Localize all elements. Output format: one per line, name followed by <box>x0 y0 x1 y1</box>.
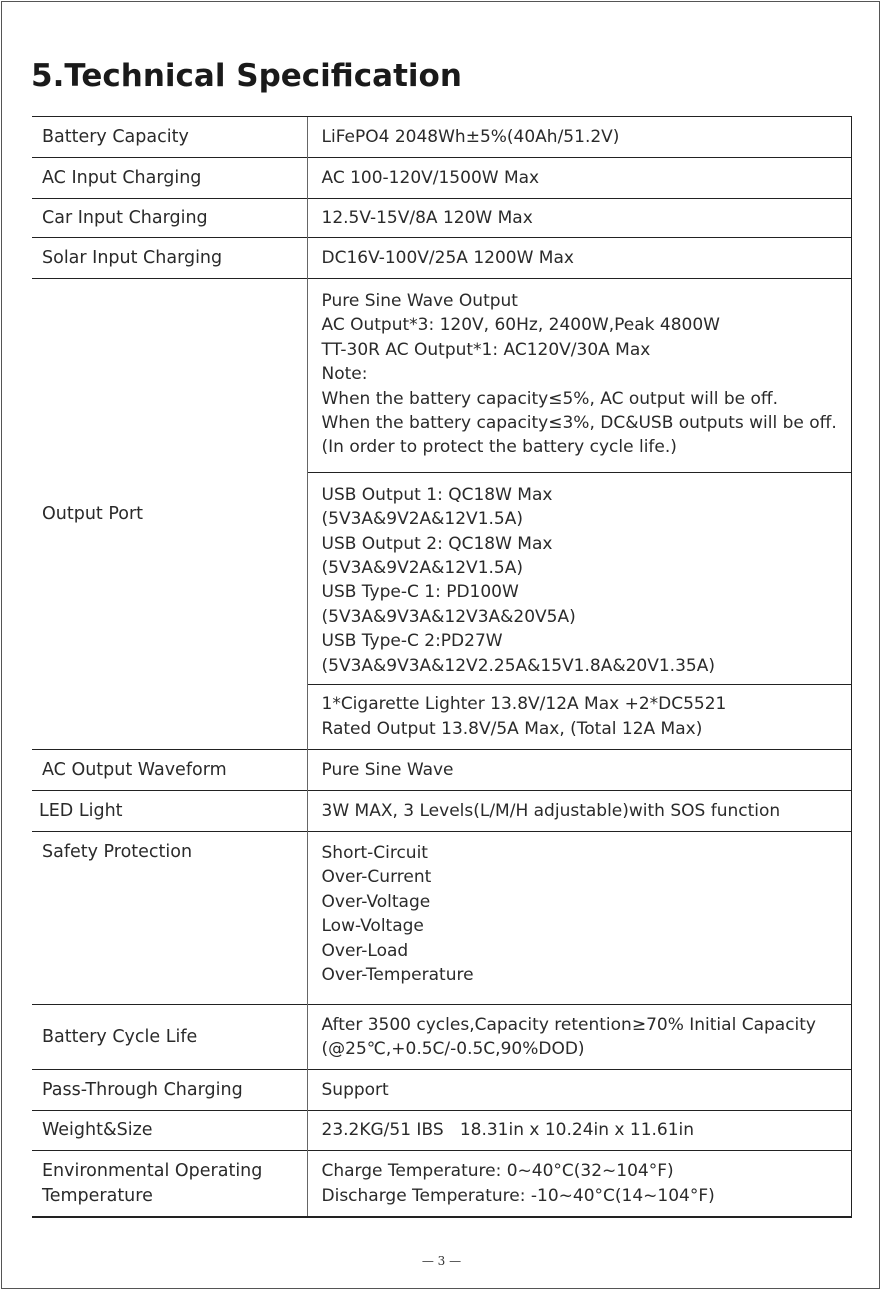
usb-output-line: (5V3A&9V3A&12V2.25A&15V1.8A&20V1.35A) <box>321 655 715 676</box>
page-title: 5.Technical Specification <box>31 58 462 94</box>
weight-size-label: Weight&Size <box>32 1110 307 1150</box>
led-light-label: LED Light <box>32 790 307 831</box>
usb-output-block <box>308 472 851 684</box>
ac-output-line: When the battery capacity≤5%, AC output will be off. <box>321 388 778 409</box>
row-ac-input <box>32 158 851 199</box>
row-battery-cycle-life <box>32 1004 851 1069</box>
ac-output-block <box>308 279 851 472</box>
usb-output-line: USB Output 2: QC18W Max <box>321 533 553 554</box>
cycle-life-line: After 3500 cycles,Capacity retention≥70% Initial Capacity <box>321 1014 816 1035</box>
safety-protection-value <box>307 831 851 1004</box>
cycle-life-line: (@25℃,+0.5C/-0.5C,90%DOD) <box>321 1038 585 1059</box>
ac-waveform-label: AC Output Waveform <box>32 749 307 790</box>
car-input-label: Car Input Charging <box>32 199 307 238</box>
pass-through-value: Support <box>307 1069 851 1110</box>
safety-line: Over-Temperature <box>321 964 474 985</box>
ac-input-value: AC 100-120V/1500W Max <box>307 158 851 199</box>
usb-output-line: USB Output 1: QC18W Max <box>321 484 553 505</box>
ac-output-line: Note: <box>321 364 368 385</box>
usb-output-line: (5V3A&9V3A&12V3A&20V5A) <box>321 606 576 627</box>
ac-output-line: When the battery capacity≤3%, DC&USB outputs will be off. <box>321 413 837 434</box>
led-light-value: 3W MAX, 3 Levels(L/M/H adjustable)with SOS function <box>307 790 851 831</box>
safety-line: Over-Load <box>321 940 409 961</box>
ac-waveform-value: Pure Sine Wave <box>307 749 851 790</box>
cycle-life-value <box>307 1004 851 1069</box>
safety-protection-label: Safety Protection <box>32 831 307 1004</box>
page-number: — 3 — <box>421 1254 462 1268</box>
safety-line: Over-Voltage <box>321 891 431 912</box>
row-led-light <box>32 790 851 831</box>
ac-output-line: (In order to protect the battery cycle life.) <box>321 437 677 458</box>
output-port-value <box>307 279 851 750</box>
car-input-value: 12.5V-15V/8A 120W Max <box>307 199 851 238</box>
weight-size-value: 23.2KG/51 IBS 18.31in x 10.24in x 11.61in <box>307 1110 851 1150</box>
ac-output-line: TT-30R AC Output*1: AC120V/30A Max <box>321 339 651 360</box>
ac-output-line: AC Output*3: 120V, 60Hz, 2400W,Peak 4800W <box>321 315 720 336</box>
safety-line: Low-Voltage <box>321 916 424 937</box>
row-weight-size <box>32 1110 851 1150</box>
safety-line: Short-Circuit <box>321 842 428 863</box>
output-port-label: Output Port <box>32 279 307 750</box>
environment-label-line: Environmental Operating <box>42 1161 263 1182</box>
spec-table <box>32 116 852 1218</box>
dc-output-block <box>308 684 851 749</box>
cycle-life-label: Battery Cycle Life <box>32 1004 307 1069</box>
row-battery-capacity <box>32 117 851 158</box>
pass-through-label: Pass-Through Charging <box>32 1069 307 1110</box>
environment-line: Discharge Temperature: -10~40°C(14~104°F) <box>321 1185 715 1206</box>
dc-output-line: Rated Output 13.8V/5A Max, (Total 12A Max) <box>321 718 703 739</box>
solar-input-value: DC16V-100V/25A 1200W Max <box>307 238 851 279</box>
row-environment <box>32 1150 851 1217</box>
dc-output-line: 1*Cigarette Lighter 13.8V/12A Max +2*DC5521 <box>321 694 727 715</box>
environment-value <box>307 1150 851 1217</box>
safety-line: Over-Current <box>321 867 432 888</box>
environment-label-line: Temperature <box>42 1185 153 1206</box>
ac-output-line: Pure Sine Wave Output <box>321 291 518 311</box>
usb-output-line: USB Type-C 2:PD27W <box>321 631 503 652</box>
battery-capacity-label: Battery Capacity <box>32 117 307 158</box>
environment-line: Charge Temperature: 0~40°C(32~104°F) <box>321 1161 674 1182</box>
solar-input-label: Solar Input Charging <box>32 238 307 279</box>
row-car-input <box>32 199 851 238</box>
row-solar-input <box>32 238 851 279</box>
battery-capacity-value: LiFePO4 2048Wh±5%(40Ah/51.2V) <box>307 117 851 158</box>
row-pass-through <box>32 1069 851 1110</box>
row-safety-protection <box>32 831 851 1004</box>
usb-output-line: (5V3A&9V2A&12V1.5A) <box>321 509 523 530</box>
row-ac-waveform <box>32 749 851 790</box>
environment-label <box>32 1150 307 1217</box>
ac-input-label: AC Input Charging <box>32 158 307 199</box>
row-output-port <box>32 279 851 750</box>
usb-output-line: USB Type-C 1: PD100W <box>321 582 519 603</box>
usb-output-line: (5V3A&9V2A&12V1.5A) <box>321 558 523 579</box>
